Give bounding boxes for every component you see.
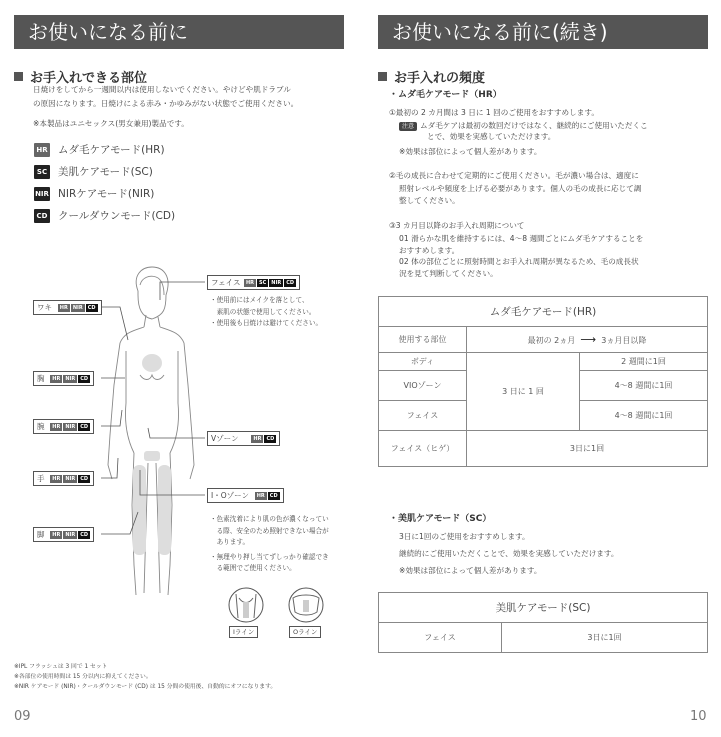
hr-para-1b: ※効果は部位によって個人差があります。 xyxy=(399,147,542,156)
nir-badge-icon: NIR xyxy=(34,187,50,201)
arrow-right-icon: ⟶ xyxy=(580,333,597,346)
mode-sc: SC 美肌ケアモード(SC) xyxy=(34,164,153,180)
o-line-label: Oライン xyxy=(289,626,321,638)
part-label-leg: 脚 HR NIR CD xyxy=(33,527,94,542)
hr-para-2: ②毛の成長に合わせて定期的にご使用ください。毛が濃い場合は、適度に 照射レベルや頻度を上げる必要があります。個人の毛の成長に応じて調 整してください。 xyxy=(389,171,642,205)
mode-cd: CD クールダウンモード(CD) xyxy=(34,208,175,224)
i-line-illustration xyxy=(227,586,265,624)
hr-col-part: 使用する部位 xyxy=(379,327,467,353)
hr-para-1: ①最初の 2 カ月間は 3 日に 1 回のご使用をおすすめします。 xyxy=(389,108,599,117)
hr-badge-icon: HR xyxy=(34,143,50,157)
hr-col-period: 最初の 2ヵ月 ⟶ 3ヵ月目以降 xyxy=(467,327,708,353)
part-label-arm: 腕 HR NIR CD xyxy=(33,419,94,434)
hr-heading: ・ムダ毛ケアモード（HR） xyxy=(389,90,502,100)
part-label-face: フェイス HR SC NIR CD xyxy=(207,275,300,290)
caution-badge-icon: 注意 xyxy=(399,122,417,131)
part-label-chest: 胸 HR NIR CD xyxy=(33,371,94,386)
part-label-io-zone: I・Oゾーン HR CD xyxy=(207,488,284,503)
sc-badge-icon: SC xyxy=(34,165,50,179)
mode-nir: NIR NIRケアモード(NIR) xyxy=(35,188,155,200)
intro-line-3: ※本製品はユニセックス(男女兼用)製品です。 xyxy=(33,119,189,128)
io-notes: ・色素沈着により肌の色が濃くなってい る際、安全のため照射できない場合が あります。 ・無理やり押し当てずしっかり確認でき る範囲でご使用ください。 xyxy=(210,515,329,572)
hr-merged-first: 3 日に 1 回 xyxy=(467,353,580,431)
hr-table-title: ムダ毛ケアモード(HR) xyxy=(379,297,708,327)
hr-para-3-items: 01 滑らかな肌を維持するには、4〜8 週間ごとにムダ毛ケアすることを おすすめします。 02 体の部位ごとに照射時間とお手入れ周期が異なるため、毛の成長状 況を見て判断してください。 xyxy=(399,234,644,278)
face-notes: ・使用前にはメイクを落として、 素肌の状態で使用してください。 ・使用後も日焼けは避けてください。 xyxy=(210,296,323,327)
i-line-label: Iライン xyxy=(229,626,258,638)
right-banner: お使いになる前に(続き) xyxy=(378,15,708,49)
part-label-waki: ワキ HR NIR CD xyxy=(33,300,102,315)
cd-badge-icon: CD xyxy=(34,209,50,223)
part-label-v-zone: Vゾーン HR CD xyxy=(207,431,280,446)
o-line-illustration xyxy=(287,586,325,624)
hr-frequency-table xyxy=(378,296,708,467)
hr-row-part: VIOゾーン xyxy=(379,371,467,401)
page-number-left: 09 xyxy=(14,709,31,724)
hr-row-part: ボディ xyxy=(379,353,467,371)
hr-row-after: 4〜8 週間に1回 xyxy=(580,401,708,431)
part-label-hand: 手 HR NIR CD xyxy=(33,471,94,486)
left-section-title: お手入れできる部位 xyxy=(14,67,147,86)
sc-table-title: 美肌ケアモード(SC) xyxy=(379,593,708,623)
hr-row-beard-part: フェイス（ヒゲ） xyxy=(379,431,467,467)
left-banner: お使いになる前に xyxy=(14,15,344,49)
footnotes: ※IPL フラッシュは 3 回で 1 セット ※各部位の使用時間は 15 分以内に抑えてください。 ※NIR ケアモード (NIR)・クールダウンモード (CD) は 15 分間の使用後、自動的にオフになります。 xyxy=(14,664,277,690)
intro-line-1: 日焼けをしてから一週間以内は使用しないでください。やけどや肌ドラブル xyxy=(33,85,291,94)
sc-heading: ・美肌ケアモード（SC） xyxy=(389,514,492,524)
hr-para-3: ③3 カ月目以降のお手入れ周期について xyxy=(389,221,525,230)
sc-lines: 3日に1回のご使用をおすすめします。 継続的にご使用いただくことで、効果を実感していただけます。 ※効果は部位によって個人差があります。 xyxy=(399,532,619,575)
sc-row-value: 3日に1回 xyxy=(502,623,708,653)
intro-line-2: の原因になります。日焼けによる赤み・かゆみがない状態でご使用ください。 xyxy=(33,99,299,108)
page-number-right: 10 xyxy=(690,709,707,724)
sc-row-part: フェイス xyxy=(379,623,502,653)
hr-row-part: フェイス xyxy=(379,401,467,431)
hr-row-beard-value: 3日に1回 xyxy=(467,431,708,467)
sc-frequency-table xyxy=(378,592,708,653)
right-section-title: お手入れの頻度 xyxy=(378,67,485,86)
hr-row-after: 2 週間に1回 xyxy=(580,353,708,371)
square-bullet-icon xyxy=(378,72,387,81)
hr-row-after: 4〜8 週間に1回 xyxy=(580,371,708,401)
hr-note: 注意 ムダ毛ケアは最初の数回だけではなく、継続的にご使用いただくこ とで、効果を実感していただけます。 xyxy=(399,120,648,142)
mode-hr: HR ムダ毛ケアモード(HR) xyxy=(34,142,165,158)
